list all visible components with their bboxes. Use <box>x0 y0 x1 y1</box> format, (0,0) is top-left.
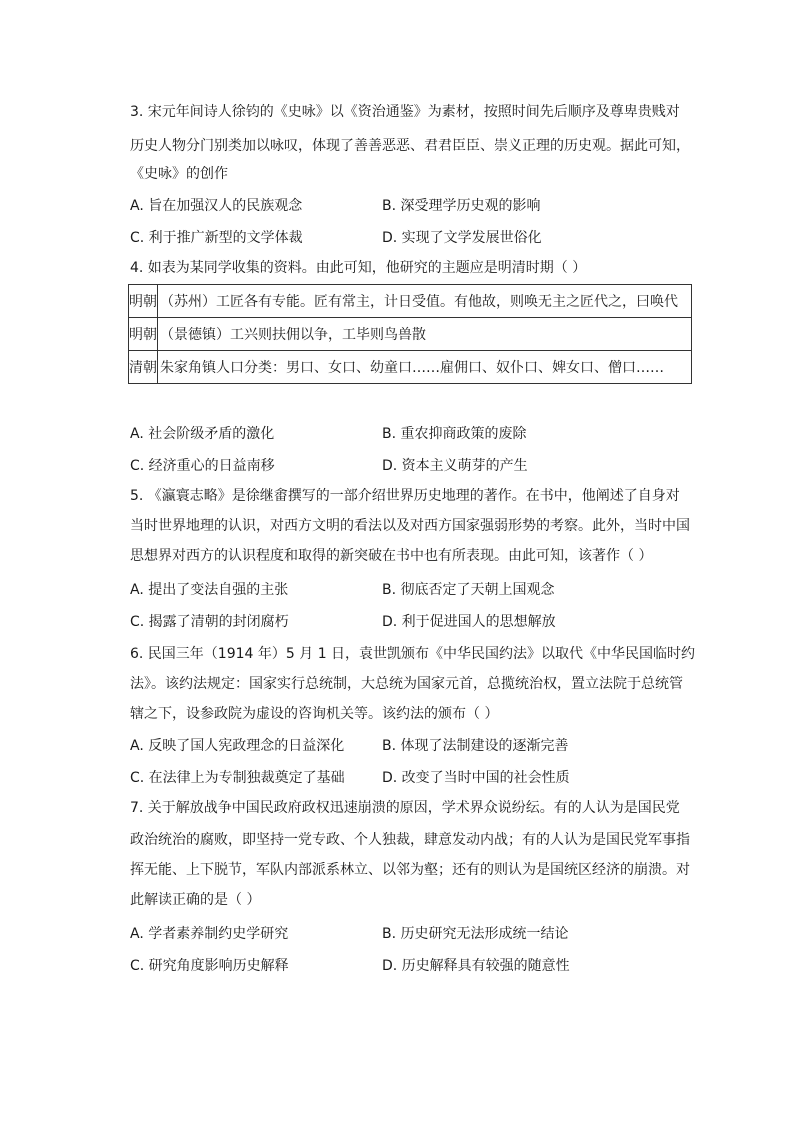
q7-option-d: D. 历史解释具有较强的随意性 <box>382 958 570 974</box>
q6-option-c: C. 在法律上为专制独裁奠定了基础 <box>130 770 345 786</box>
q7-stem-line-1: 7. 关于解放战争中国民政府政权迅速崩溃的原因，学术界众说纷纭。有的人认为是国民党 <box>130 800 680 816</box>
table-era-cell: 清朝 <box>129 351 158 384</box>
q5-option-b: B. 彻底否定了天朝上国观念 <box>382 582 555 598</box>
q5-option-d: D. 利于促进国人的思想解放 <box>382 614 556 630</box>
q3-stem-line-1: 3. 宋元年间诗人徐钧的《史咏》以《资治通鉴》为素材，按照时间先后顺序及尊卑贵贱对 <box>130 104 680 120</box>
q7-option-c: C. 研究角度影响历史解释 <box>130 958 289 974</box>
table-row <box>129 351 692 384</box>
q6-stem-line-3: 辖之下，设参政院为虚设的咨询机关等。该约法的颁布（ ） <box>130 706 499 722</box>
q6-option-a: A. 反映了国人宪政理念的日益深化 <box>130 738 345 754</box>
q5-option-a: A. 提出了变法自强的主张 <box>130 582 289 598</box>
q5-option-c: C. 揭露了清朝的封闭腐朽 <box>130 614 289 630</box>
table-era-cell: 明朝 <box>129 318 158 351</box>
table-row <box>129 318 692 351</box>
q4-stem: 4. 如表为某同学收集的资料。由此可知，他研究的主题应是明清时期（ ） <box>130 260 587 276</box>
q6-stem-line-2: 法》。该约法规定：国家实行总统制，大总统为国家元首，总揽统治权，置立法院于总统管 <box>130 676 683 692</box>
table-content-cell: （景德镇）工兴则扶佣以争，工毕则鸟兽散 <box>158 318 692 351</box>
q6-option-d: D. 改变了当时中国的社会性质 <box>382 770 570 786</box>
q7-stem-line-3: 挥无能、上下脱节，军队内部派系林立、以邻为壑；还有的则认为是国统区经济的崩溃。对 <box>130 862 690 878</box>
q3-option-d: D. 实现了文学发展世俗化 <box>382 230 542 246</box>
q7-stem-line-4: 此解读正确的是（ ） <box>130 892 261 908</box>
q3-option-a: A. 旨在加强汉人的民族观念 <box>130 198 303 214</box>
q7-stem-line-2: 政治统治的腐败，即坚持一党专政、个人独裁，肆意发动内战；有的人认为是国民党军事指 <box>130 832 690 848</box>
q6-option-b: B. 体现了法制建设的逐渐完善 <box>382 738 569 754</box>
q6-stem-line-1: 6. 民国三年（1914 年）5 月 1 日，袁世凯颁布《中华民国约法》以取代《中华民国临时约 <box>130 646 696 662</box>
table-content-cell: 朱家角镇人口分类：男口、女口、幼童口……雇佣口、奴仆口、婢女口、僧口…… <box>158 351 692 384</box>
q5-stem-line-3: 思想界对西方的认识程度和取得的新突破在书中也有所表现。由此可知，该著作（ ） <box>130 548 653 564</box>
table-content-cell: （苏州）工匠各有专能。匠有常主，计日受值。有他故，则唤无主之匠代之，曰唤代 <box>158 285 692 318</box>
q7-option-a: A. 学者素养制约史学研究 <box>130 926 289 942</box>
q4-option-c: C. 经济重心的日益南移 <box>130 458 275 474</box>
q4-option-d: D. 资本主义萌芽的产生 <box>382 458 528 474</box>
q3-option-c: C. 利于推广新型的文学体裁 <box>130 230 303 246</box>
q4-option-a: A. 社会阶级矛盾的激化 <box>130 426 275 442</box>
q3-stem-line-2: 历史人物分门别类加以咏叹，体现了善善恶恶、君君臣臣、崇义正理的历史观。据此可知， <box>130 138 690 154</box>
q3-stem-line-3: 《史咏》的创作 <box>130 166 228 182</box>
table-row <box>129 285 692 318</box>
q3-option-b: B. 深受理学历史观的影响 <box>382 198 541 214</box>
q5-stem-line-1: 5. 《瀛寰志略》是徐继畬撰写的一部介绍世界历史地理的著作。在书中，他阐述了自身对 <box>130 488 680 504</box>
q4-option-b: B. 重农抑商政策的废除 <box>382 426 527 442</box>
table-era-cell: 明朝 <box>129 285 158 318</box>
q5-stem-line-2: 当时世界地理的认识，对西方文明的看法以及对西方国家强弱形势的考察。此外，当时中国 <box>130 518 690 534</box>
q4-source-table <box>128 284 692 384</box>
q7-option-b: B. 历史研究无法形成统一结论 <box>382 926 569 942</box>
